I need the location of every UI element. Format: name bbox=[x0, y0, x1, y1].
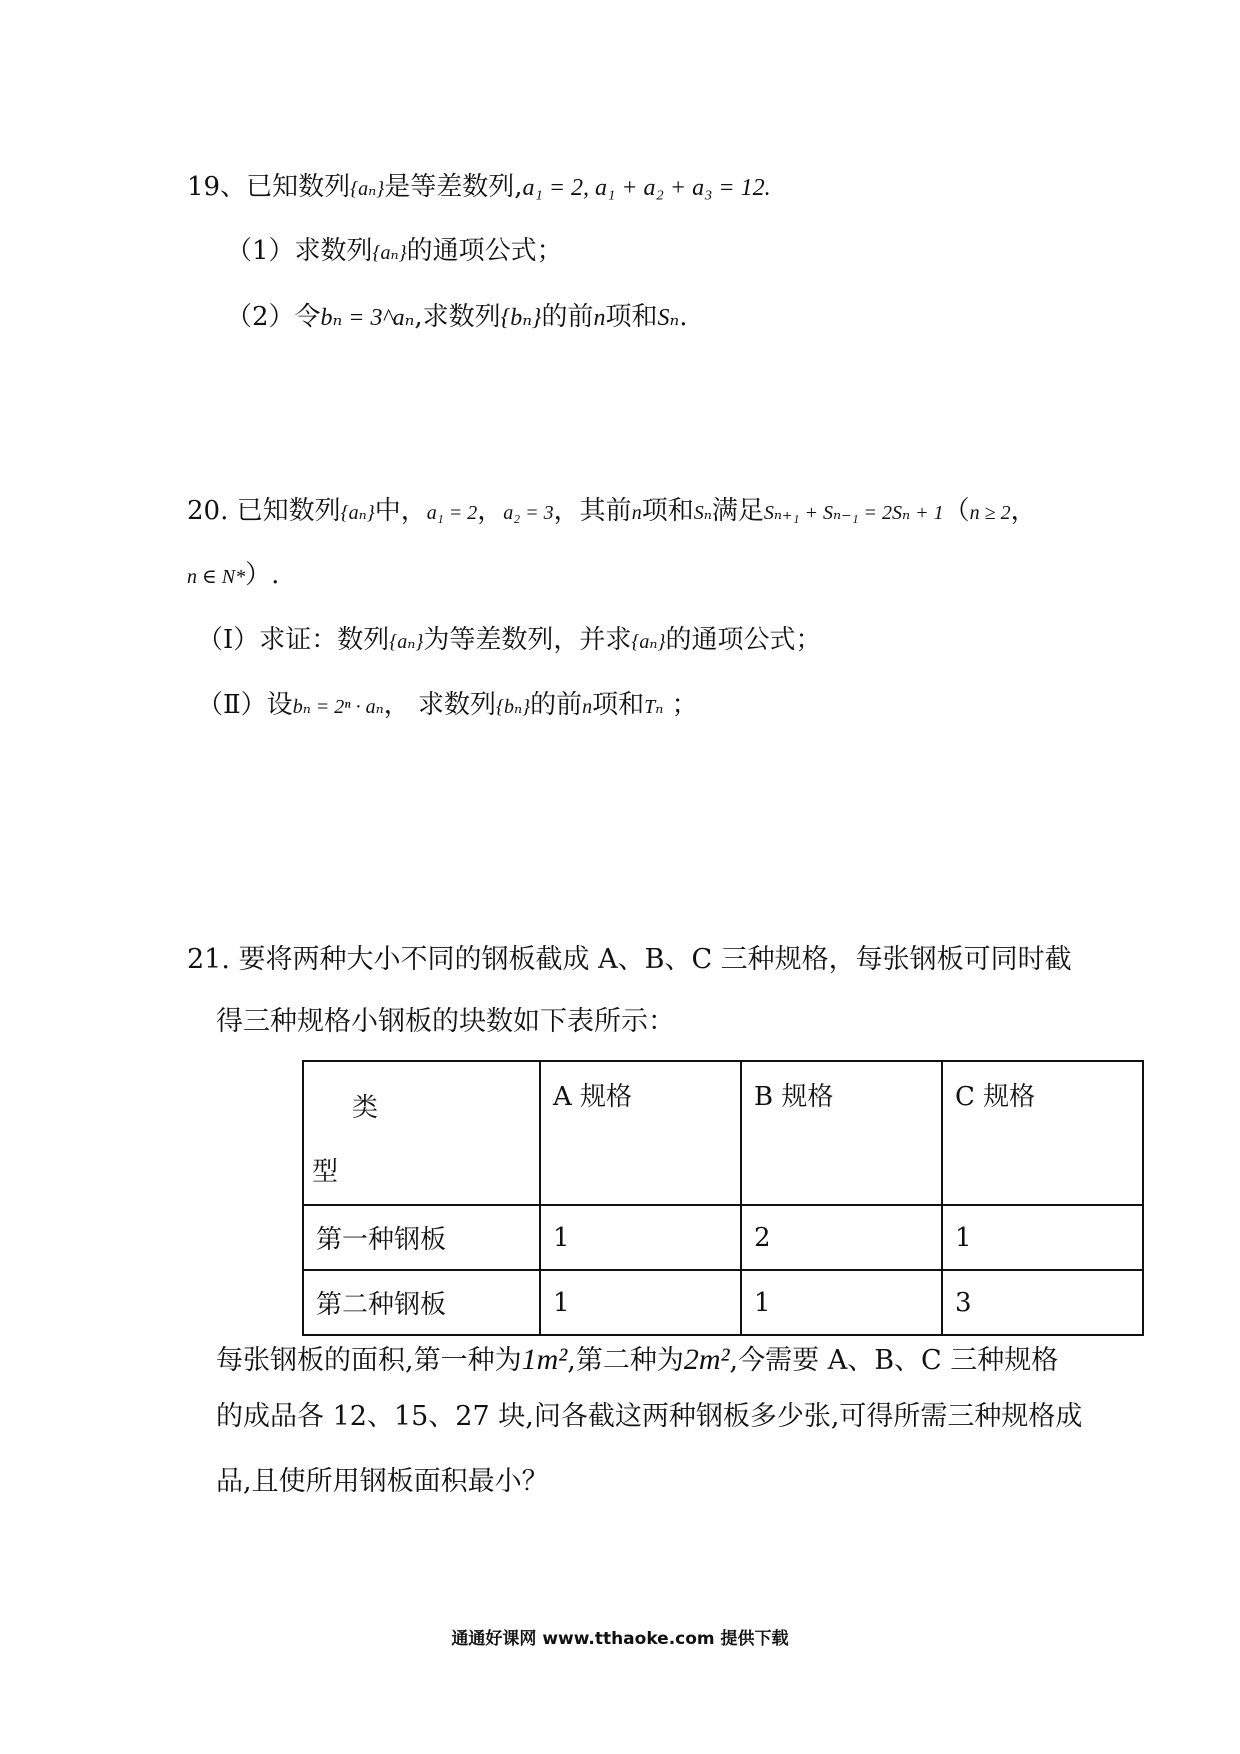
q20-stem-line2: n ∈ N*）. bbox=[187, 560, 280, 590]
spec-table bbox=[302, 1060, 1144, 1336]
q21-stem-line2: 得三种规格小钢板的块数如下表所示： bbox=[216, 1006, 675, 1037]
table-header-type: 类 型 bbox=[303, 1061, 540, 1205]
q20-stem: 20. 已知数列{aₙ}中，a₁ = 2，a₂ = 3，其前n项和Sₙ满足Sₙ₊₁ + Sₙ₋₁ = 2Sₙ + 1（n ≥ 2， bbox=[187, 496, 1037, 526]
q21-stem-line1: 21. 要将两种大小不同的钢板截成 A、B、C 三种规格，每张钢板可同时截 bbox=[187, 944, 1072, 975]
table-header-row bbox=[303, 1061, 1143, 1205]
table-header-b: B 规格 bbox=[741, 1061, 942, 1205]
table-header-c: C 规格 bbox=[942, 1061, 1143, 1205]
table-row: 第二种钢板 1 1 3 bbox=[303, 1270, 1143, 1335]
q20-part2: （Ⅱ）设bₙ = 2ⁿ · aₙ， 求数列{bₙ}的前n项和Tₙ ； bbox=[197, 690, 698, 720]
footer-credit: 通通好课网 www.tthaoke.com 提供下载 bbox=[451, 1629, 789, 1649]
q19-condition: a₁ = 2, a₁ + a₂ + a₃ = 12. bbox=[522, 175, 771, 201]
q19-part2: （2）令bₙ = 3^aₙ,求数列{bₙ}的前n项和Sₙ. bbox=[226, 302, 688, 332]
q19-stem: 19、已知数列{aₙ}是等差数列,a₁ = 2, a₁ + a₂ + a₃ = 12. bbox=[187, 172, 771, 202]
q19-part1: （1）求数列{aₙ}的通项公式； bbox=[226, 236, 563, 266]
sequence-a: {aₙ} bbox=[350, 178, 385, 200]
table-row: 第一种钢板 1 2 1 bbox=[303, 1205, 1143, 1270]
q20-part1: （Ⅰ）求证：数列{aₙ}为等差数列，并求{aₙ}的通项公式； bbox=[197, 625, 822, 655]
table-header-a: A 规格 bbox=[540, 1061, 741, 1205]
q21-after-line1: 每张钢板的面积,第一种为1m²,第二种为2m²,今需要 A、B、C 三种规格 bbox=[216, 1343, 1059, 1376]
q21-after-line3: 品,且使所用钢板面积最小？ bbox=[216, 1466, 549, 1497]
q21-after-line2: 的成品各 12、15、27 块,问各截这两种钢板多少张,可得所需三种规格成 bbox=[216, 1401, 1083, 1432]
